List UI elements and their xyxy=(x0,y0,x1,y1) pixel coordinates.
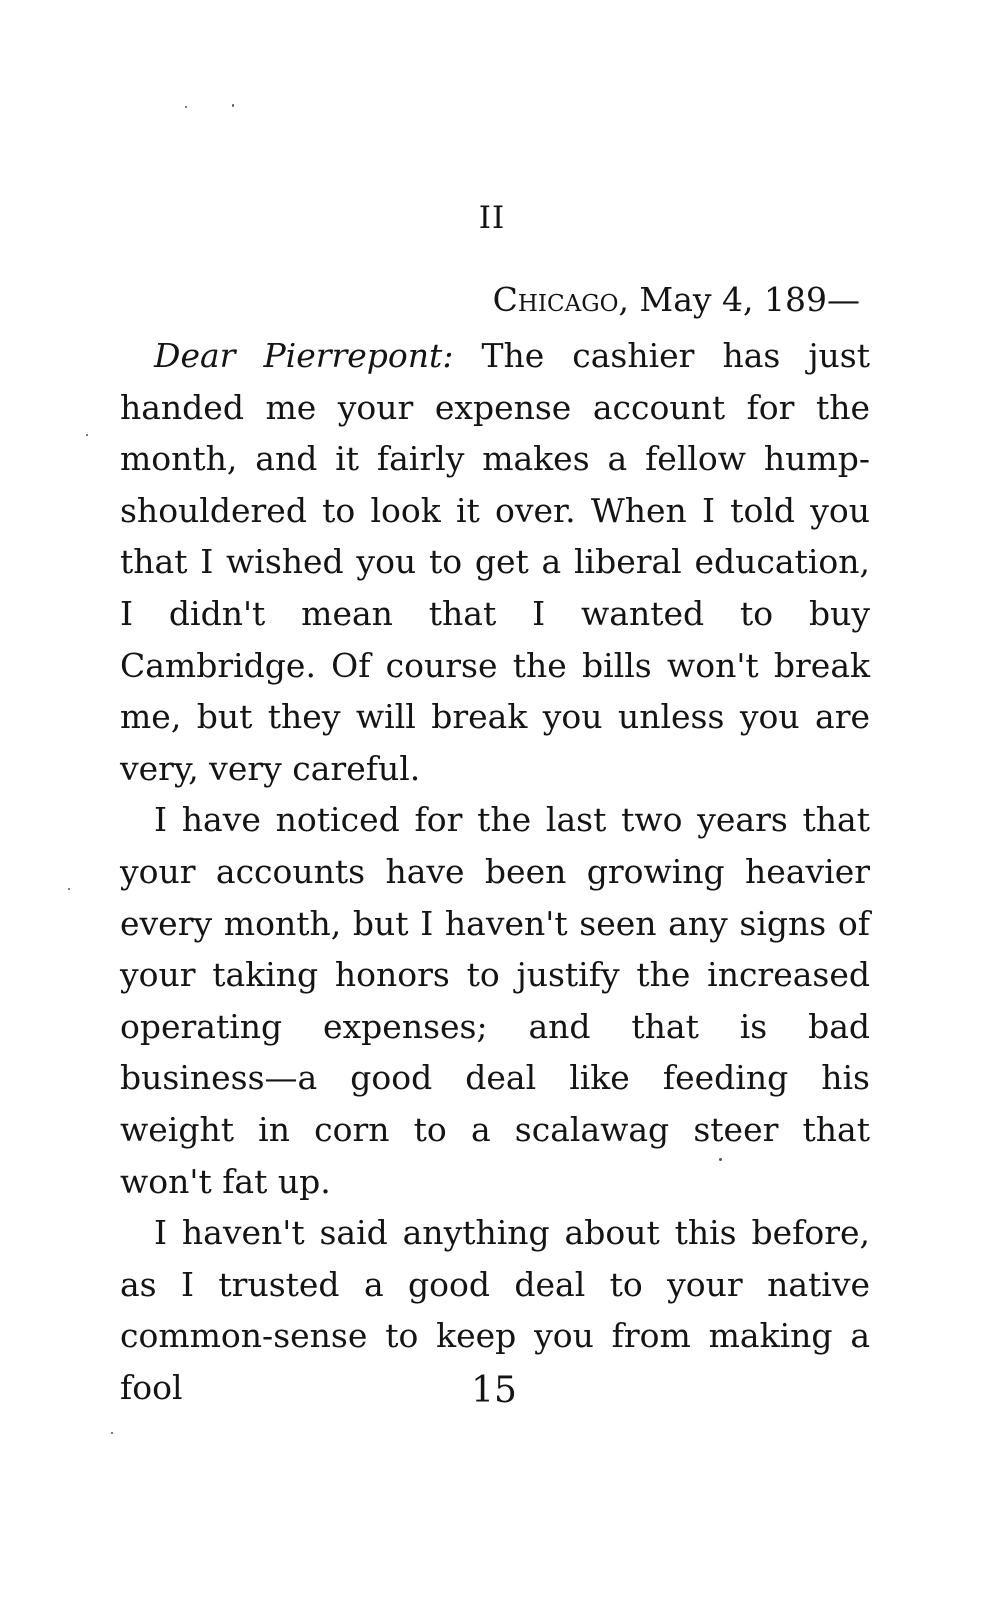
page-number: 15 xyxy=(471,1370,517,1411)
print-speck xyxy=(719,1158,722,1161)
dateline-date: May 4, 189— xyxy=(628,280,860,319)
letter-dateline xyxy=(493,280,860,319)
print-speck xyxy=(185,106,187,108)
letter-body xyxy=(120,330,870,1413)
print-speck xyxy=(111,1432,113,1434)
paragraph-1 xyxy=(120,330,870,794)
paragraph-3: I haven't said anything about this before, as I trusted a good deal to your native common-sense to keep you from making a fool xyxy=(120,1213,870,1407)
salutation: Dear Pierrepont: xyxy=(154,336,454,375)
print-speck xyxy=(68,888,70,890)
print-speck xyxy=(232,104,234,107)
print-speck xyxy=(86,434,88,436)
dateline-city: Chicago, xyxy=(492,280,629,319)
chapter-number: II xyxy=(478,200,506,236)
paragraph-2: I have noticed for the last two years that your accounts have been growing heavier every month, but I haven't seen any signs of your taking honors to justify the increased operating expenses; and that is bad business—a good deal like feeding his weight in corn to a scalawag steer that won't fat up. xyxy=(120,800,870,1201)
paragraph-1-text: The cashier has just handed me your expense account for the month, and it fairly makes a fellow hump-shouldered to look it over. When I told you that I wished you to get a liberal education, I didn't mean that I wanted to buy Cambridge. Of course the bills won't break me, but they will break you unless you are very, very careful. xyxy=(120,336,870,788)
